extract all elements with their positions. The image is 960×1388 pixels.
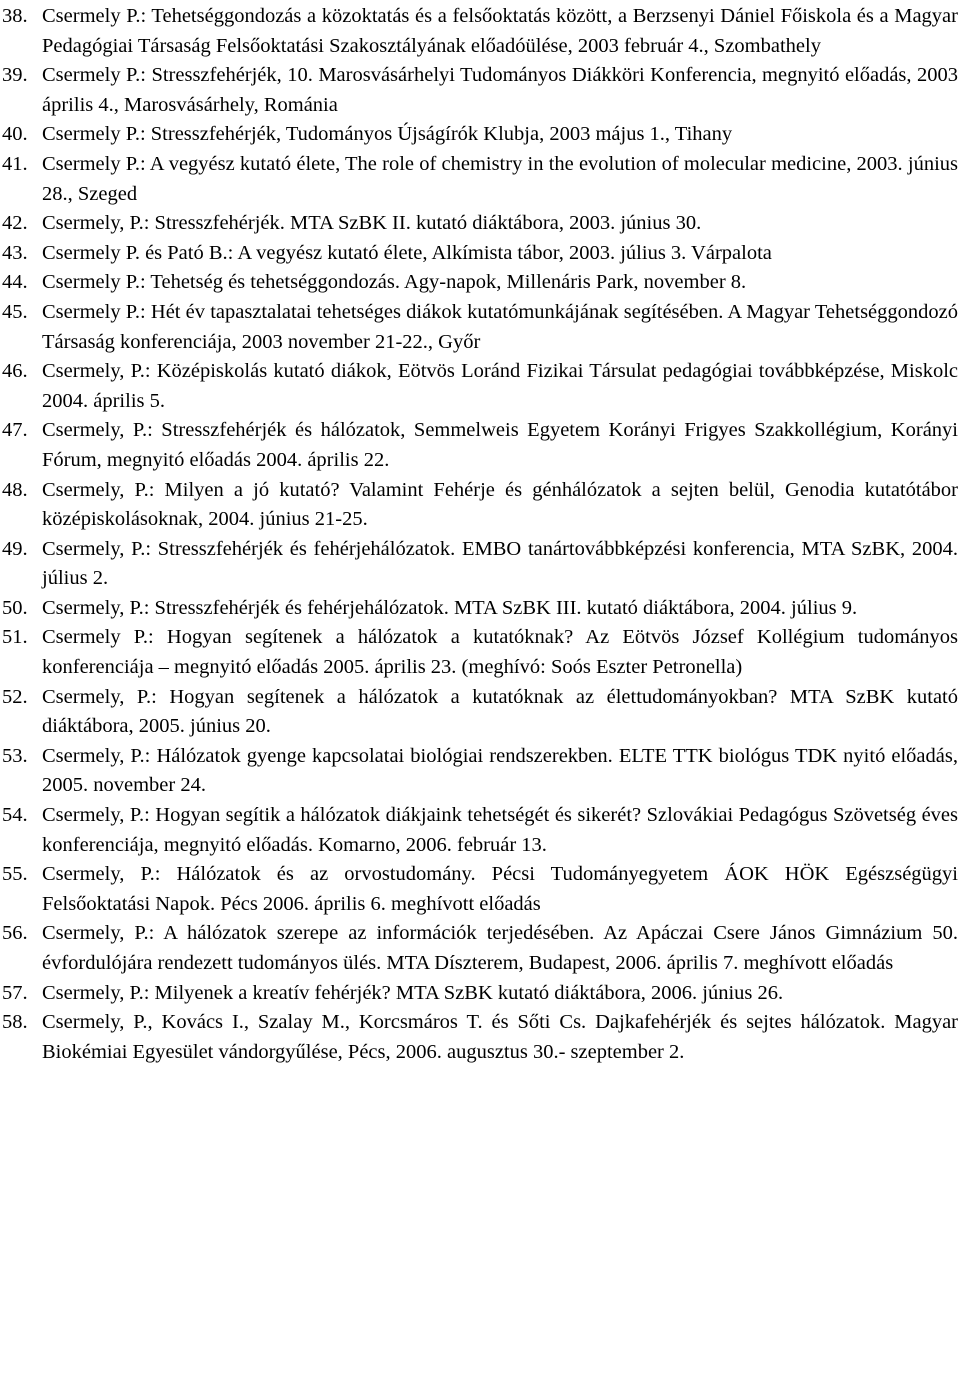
list-item	[2, 623, 958, 682]
list-item	[2, 476, 958, 535]
entry-number: 44.	[2, 271, 28, 294]
entry-text: Csermely P.: Tehetség és tehetséggondozás. Agy-napok, Millenáris Park, november 8.	[42, 271, 747, 294]
entry-number: 58.	[2, 1011, 28, 1034]
list-item	[2, 860, 958, 919]
entry-number: 48.	[2, 478, 28, 501]
entry-text: Csermely, P., Kovács I., Szalay M., Korcsmáros T. és Sőti Cs. Dajkafehérjék és sejtes hálózatok. Magyar Biokémiai Egyesület vándorgyűlése, Pécs, 2006. augusztus 30.- szeptember 2.	[42, 1011, 958, 1063]
list-item	[2, 2, 958, 61]
entry-number: 47.	[2, 419, 28, 442]
entry-text: Csermely, P.: Hálózatok és az orvostudomány. Pécsi Tudományegyetem ÁOK HÖK Egészségügyi Felsőoktatási Napok. Pécs 2006. április 6. meghívott előadás	[42, 863, 958, 915]
entry-text: Csermely P.: A vegyész kutató élete, The role of chemistry in the evolution of molecular medicine, 2003. június 28., Szeged	[42, 152, 958, 205]
list-item	[2, 298, 958, 357]
entry-text: Csermely, P.: Hogyan segítik a hálózatok diákjaink tehetségét és sikerét? Szlovákiai Pedagógus Szövetség éves konferenciája, megnyitó előadás. Komarno, 2006. február 13.	[42, 804, 958, 856]
list-item	[2, 120, 958, 150]
entry-number: 40.	[2, 123, 28, 146]
entry-number: 41.	[2, 152, 28, 175]
entry-text: Csermely, P.: Stresszfehérjék. MTA SzBK II. kutató diáktábora, 2003. június 30.	[42, 212, 702, 235]
list-item	[2, 61, 958, 120]
entry-text: Csermely, P.: A hálózatok szerepe az információk terjedésében. Az Apáczai Csere János Gimnázium 50. évfordulójára rendezett tudományos ülés. MTA Díszterem, Budapest, 2006. április 7. meghívott előadás	[42, 922, 958, 974]
list-item	[2, 1008, 958, 1067]
entry-number: 38.	[2, 5, 28, 27]
entry-text: Csermely P.: Tehetséggondozás a közoktatás és a felsőoktatás között, a Berzsenyi Dániel Főiskola és a Magyar Pedagógiai Társaság Felsőoktatási Szakosztályának előadóülése, 2003 február 4., Szombathely	[42, 5, 958, 57]
entry-number: 54.	[2, 804, 28, 827]
list-item	[2, 357, 958, 416]
entry-number: 53.	[2, 744, 28, 767]
entry-number: 46.	[2, 360, 28, 383]
list-item	[2, 416, 958, 475]
list-item	[2, 268, 958, 298]
entry-text: Csermely P. és Pató B.: A vegyész kutató élete, Alkímista tábor, 2003. július 3. Várpalota	[42, 241, 772, 264]
entry-text: Csermely, P.: Stresszfehérjék és fehérjehálózatok. MTA SzBK III. kutató diáktábora, 2004. július 9.	[42, 596, 858, 619]
entry-text: Csermely, P.: Stresszfehérjék és fehérjehálózatok. EMBO tanártovábbképzési konferencia, MTA SzBK, 2004. július 2.	[42, 537, 958, 590]
entry-text: Csermely, P.: Hogyan segítenek a hálózatok a kutatóknak az élettudományokban? MTA SzBK kutató diáktábora, 2005. június 20.	[42, 685, 958, 738]
entry-number: 45.	[2, 300, 28, 323]
entry-text: Csermely, P.: Hálózatok gyenge kapcsolatai biológiai rendszerekben. ELTE TTK biológus TDK nyitó előadás, 2005. november 24.	[42, 744, 958, 797]
list-item	[2, 742, 958, 801]
entry-number: 43.	[2, 241, 28, 264]
entry-number: 55.	[2, 863, 28, 886]
list-item	[2, 535, 958, 594]
entry-text: Csermely, P.: Stresszfehérjék és hálózatok, Semmelweis Egyetem Korányi Frigyes Szakkollégium, Korányi Fórum, megnyitó előadás 2004. április 22.	[42, 419, 958, 471]
entry-text: Csermely P.: Stresszfehérjék, 10. Marosvásárhelyi Tudományos Diákköri Konferencia, megnyitó előadás, 2003 április 4., Marosvásárhely, Románia	[42, 64, 958, 116]
entry-text: Csermely, P.: Milyenek a kreatív fehérjék? MTA SzBK kutató diáktábora, 2006. június 26.	[42, 981, 784, 1004]
entry-number: 49.	[2, 537, 28, 560]
list-item	[2, 683, 958, 742]
entry-number: 42.	[2, 212, 28, 235]
entry-number: 39.	[2, 64, 28, 87]
list-item	[2, 919, 958, 978]
list-item	[2, 209, 958, 239]
entry-number: 52.	[2, 685, 28, 708]
list-item	[2, 801, 958, 860]
entry-number: 50.	[2, 596, 28, 619]
entry-text: Csermely P.: Hogyan segítenek a hálózatok a kutatóknak? Az Eötvös József Kollégium tudományos konferenciája – megnyitó előadás 2005. április 23. (meghívó: Soós Eszter Petronella)	[42, 626, 958, 679]
entry-text: Csermely, P.: Milyen a jó kutató? Valamint Fehérje és génhálózatok a sejten belül, Genodia kutatótábor középiskolásoknak, 2004. június 21-25.	[42, 478, 958, 531]
list-item	[2, 594, 958, 624]
entry-number: 56.	[2, 922, 28, 945]
list-item	[2, 150, 958, 209]
list-item	[2, 979, 958, 1009]
entry-text: Csermely P.: Stresszfehérjék, Tudományos Újságírók Klubja, 2003 május 1., Tihany	[42, 123, 733, 146]
entry-number: 57.	[2, 981, 28, 1004]
entry-text: Csermely, P.: Középiskolás kutató diákok, Eötvös Loránd Fizikai Társulat pedagógiai továbbképzése, Miskolc 2004. április 5.	[42, 360, 958, 412]
entry-text: Csermely P.: Hét év tapasztalatai tehetséges diákok kutatómunkájának segítésében. A Magyar Tehetséggondozó Társaság konferenciája, 2003 november 21-22., Győr	[42, 300, 958, 353]
entry-number: 51.	[2, 626, 28, 649]
list-item	[2, 239, 958, 269]
